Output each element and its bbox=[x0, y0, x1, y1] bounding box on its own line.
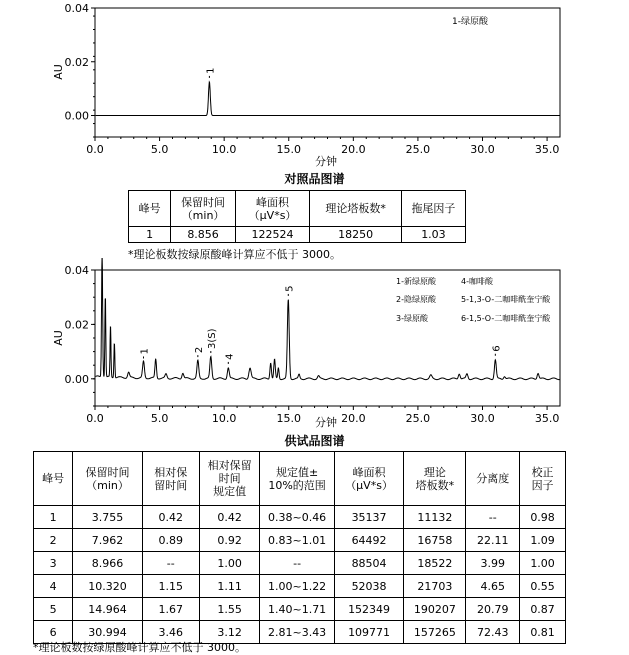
header-peak-area: 峰面积 （μV*s） bbox=[334, 452, 404, 506]
reference-table bbox=[128, 190, 466, 243]
table-cell: 2.81~3.43 bbox=[260, 621, 334, 644]
table-cell: 0.42 bbox=[199, 506, 260, 529]
sample-chromatogram bbox=[0, 258, 629, 430]
plot-frame bbox=[95, 8, 560, 137]
table-cell: 0.83~1.01 bbox=[260, 529, 334, 552]
peak-label: 3(S) bbox=[206, 328, 218, 350]
y-tick-label: 0.04 bbox=[64, 2, 89, 15]
header-correction: 校正 因子 bbox=[520, 452, 566, 506]
table-cell: 157265 bbox=[404, 621, 466, 644]
header-plates: 理论 塔板数* bbox=[404, 452, 466, 506]
peak-label: 4 bbox=[224, 353, 236, 360]
table-cell: 3.46 bbox=[142, 621, 199, 644]
table-cell: 21703 bbox=[404, 575, 466, 598]
y-tick-label: 0.02 bbox=[64, 55, 89, 69]
x-axis-label: 分钟 bbox=[315, 416, 337, 429]
table-row bbox=[34, 598, 566, 621]
x-tick-label: 20.0 bbox=[341, 412, 366, 425]
table-cell: 72.43 bbox=[466, 621, 520, 644]
table-cell: 0.55 bbox=[520, 575, 566, 598]
reference-chromatogram bbox=[0, 0, 629, 172]
header-retention-time: 保留时间 （min） bbox=[171, 191, 236, 227]
table-cell: 1.11 bbox=[199, 575, 260, 598]
table-cell: 2 bbox=[34, 529, 73, 552]
table-cell: 6 bbox=[34, 621, 73, 644]
x-tick-label: 35.0 bbox=[534, 143, 560, 156]
table-cell: 8.966 bbox=[73, 552, 142, 575]
table-cell: 52038 bbox=[334, 575, 404, 598]
y-tick-label: 0.02 bbox=[64, 318, 89, 332]
table-cell: 5 bbox=[34, 598, 73, 621]
table-cell: 3 bbox=[34, 552, 73, 575]
table-cell: 1 bbox=[129, 227, 171, 243]
table-cell: 0.92 bbox=[199, 529, 260, 552]
legend-entry: 1-绿原酸 bbox=[452, 17, 488, 27]
peak-label: 6 bbox=[491, 345, 503, 352]
table-cell: 109771 bbox=[334, 621, 404, 644]
table-row bbox=[34, 575, 566, 598]
plot-frame bbox=[95, 270, 560, 406]
table-cell: 0.42 bbox=[142, 506, 199, 529]
table-cell: 1.03 bbox=[401, 227, 465, 243]
table-cell: 3.755 bbox=[73, 506, 142, 529]
table-cell: 18250 bbox=[310, 227, 402, 243]
table-cell: -- bbox=[142, 552, 199, 575]
table-cell: 1.67 bbox=[142, 598, 199, 621]
table-cell: 7.962 bbox=[73, 529, 142, 552]
x-tick-label: 20.0 bbox=[341, 143, 366, 156]
table-cell: 1 bbox=[34, 506, 73, 529]
y-tick-label: 0.04 bbox=[64, 264, 89, 277]
table-cell: 0.81 bbox=[520, 621, 566, 644]
header-peak-area: 峰面积 （μV*s） bbox=[235, 191, 309, 227]
x-tick-label: 30.0 bbox=[470, 143, 495, 156]
peak-label: 2 bbox=[193, 346, 205, 354]
x-tick-label: 15.0 bbox=[276, 143, 301, 156]
header-plates: 理论塔板数* bbox=[310, 191, 402, 227]
table-cell: 14.964 bbox=[73, 598, 142, 621]
x-tick-label: 25.0 bbox=[405, 412, 431, 425]
table-cell: 1.40~1.71 bbox=[260, 598, 334, 621]
header-relative-rt: 相对保 留时间 bbox=[142, 452, 199, 506]
table-note: *理论板数按绿原酸峰计算应不低于 3000。 bbox=[128, 248, 341, 261]
x-axis-label: 分钟 bbox=[315, 155, 337, 168]
legend-entry: 4-咖啡酸 bbox=[461, 277, 493, 286]
table-cell: 1.00 bbox=[199, 552, 260, 575]
table-cell: 35137 bbox=[334, 506, 404, 529]
table-note: *理论板数按绿原酸峰计算应不低于 3000。 bbox=[33, 641, 246, 654]
header-peak-no: 峰号 bbox=[34, 452, 73, 506]
x-tick-label: 25.0 bbox=[405, 143, 431, 156]
table-cell: 20.79 bbox=[466, 598, 520, 621]
table-cell: 190207 bbox=[404, 598, 466, 621]
peak-label: 5 bbox=[284, 285, 296, 292]
chart-title-reference: 对照品图谱 bbox=[284, 172, 345, 186]
table-cell: 3.12 bbox=[199, 621, 260, 644]
header-range: 规定值± 10%的范围 bbox=[260, 452, 334, 506]
table-cell: 10.320 bbox=[73, 575, 142, 598]
x-tick-label: 30.0 bbox=[470, 412, 495, 425]
x-tick-label: 0.0 bbox=[86, 412, 104, 425]
x-tick-label: 15.0 bbox=[276, 412, 301, 425]
x-tick-label: 10.0 bbox=[211, 143, 237, 156]
table-cell: 16758 bbox=[404, 529, 466, 552]
legend-entry: 5-1,3-O-二咖啡酰奎宁酸 bbox=[461, 295, 551, 304]
y-axis-label: AU bbox=[52, 64, 65, 80]
legend-entry: 3-绿原酸 bbox=[396, 314, 428, 323]
table-cell: 0.89 bbox=[142, 529, 199, 552]
chart-title-sample: 供试品图谱 bbox=[284, 434, 345, 448]
table-cell: 11132 bbox=[404, 506, 466, 529]
legend-entry: 1-新绿原酸 bbox=[396, 277, 436, 286]
x-tick-label: 5.0 bbox=[150, 412, 169, 425]
legend-entry: 2-隐绿原酸 bbox=[396, 295, 436, 304]
table-cell: 1.00 bbox=[520, 552, 566, 575]
table-cell: 22.11 bbox=[466, 529, 520, 552]
table-cell: -- bbox=[466, 506, 520, 529]
table-row bbox=[34, 529, 566, 552]
legend-entry: 6-1,5-O-二咖啡酰奎宁酸 bbox=[461, 314, 551, 323]
table-cell: 0.98 bbox=[520, 506, 566, 529]
table-cell: 122524 bbox=[235, 227, 309, 243]
table-row bbox=[34, 506, 566, 529]
x-tick-label: 5.0 bbox=[150, 143, 169, 156]
table-cell: 88504 bbox=[334, 552, 404, 575]
table-cell: 8.856 bbox=[171, 227, 236, 243]
y-tick-label: 0.00 bbox=[64, 372, 89, 386]
chromatogram-trace bbox=[96, 82, 560, 116]
table-cell: 152349 bbox=[334, 598, 404, 621]
header-relative-rt-spec: 相对保留 时间 规定值 bbox=[199, 452, 260, 506]
table-cell: 1.15 bbox=[142, 575, 199, 598]
header-retention-time: 保留时间 （min） bbox=[73, 452, 142, 506]
table-cell: 1.55 bbox=[199, 598, 260, 621]
x-tick-label: 10.0 bbox=[211, 412, 237, 425]
table-cell: 4.65 bbox=[466, 575, 520, 598]
table-cell: 1.00~1.22 bbox=[260, 575, 334, 598]
header-peak-no: 峰号 bbox=[129, 191, 171, 227]
table-cell: 0.38~0.46 bbox=[260, 506, 334, 529]
table-row bbox=[34, 552, 566, 575]
sample-table bbox=[33, 451, 566, 644]
table-cell: 4 bbox=[34, 575, 73, 598]
x-tick-label: 0.0 bbox=[86, 143, 104, 156]
table-cell: 1.09 bbox=[520, 529, 566, 552]
peak-label: 1 bbox=[139, 348, 151, 355]
header-tailing: 拖尾因子 bbox=[401, 191, 465, 227]
x-tick-label: 35.0 bbox=[534, 412, 560, 425]
table-cell: 18522 bbox=[404, 552, 466, 575]
table-cell: -- bbox=[260, 552, 334, 575]
table-cell: 64492 bbox=[334, 529, 404, 552]
table-cell: 3.99 bbox=[466, 552, 520, 575]
peak-label: 1 bbox=[205, 67, 217, 74]
header-resolution: 分离度 bbox=[466, 452, 520, 506]
table-cell: 30.994 bbox=[73, 621, 142, 644]
y-axis-label: AU bbox=[52, 330, 65, 346]
y-tick-label: 0.00 bbox=[64, 109, 89, 123]
table-cell: 0.87 bbox=[520, 598, 566, 621]
